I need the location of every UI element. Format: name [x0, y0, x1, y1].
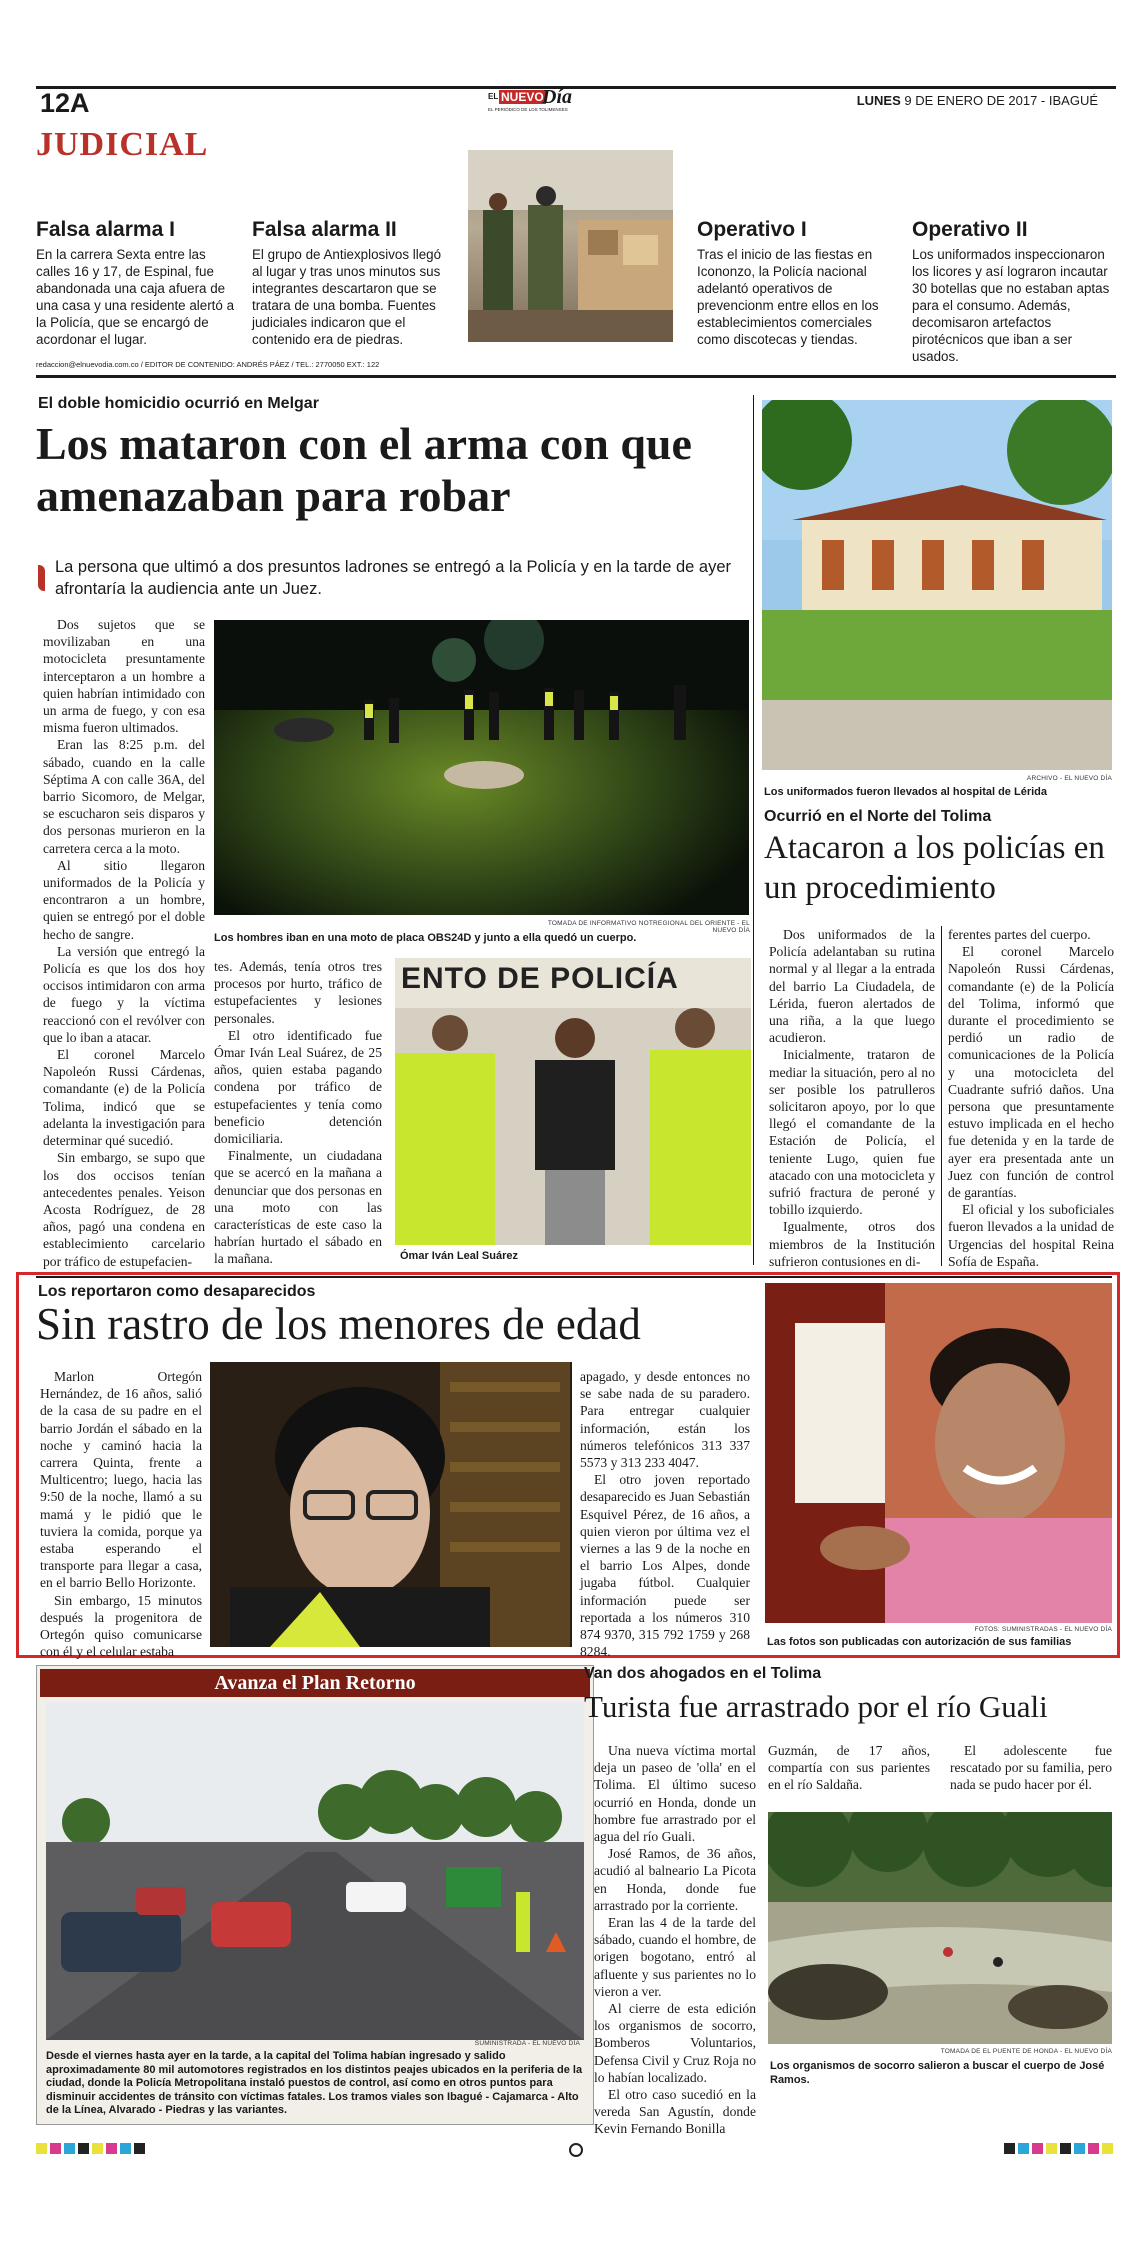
- police-sign-text: ENTO DE POLICÍA: [401, 962, 679, 995]
- brief-text: Los uniformados inspeccionaron los licores y así lograron incautar 30 botellas que no estaban aptas para el consumo. Además, decomisaron artefactos pirotécnicos que iban a ser usados.: [912, 247, 1110, 364]
- missing-photo-caption: Las fotos son publicadas con autorización de sus familias: [767, 1636, 1072, 1648]
- lead-marker: [38, 565, 45, 591]
- smiling-boy-image: [765, 1283, 1112, 1623]
- missing-boy-2-photo: [765, 1283, 1112, 1623]
- section-title: JUDICIAL: [36, 126, 209, 163]
- date-line: LUNES 9 DE ENERO DE 2017 - IBAGUÉ: [856, 93, 1098, 108]
- main-lead: La persona que ultimó a dos presuntos ladrones se entregó a la Policía y en la tarde de ayer afrontaría la audiencia ante un Juez.: [55, 558, 732, 598]
- side-headline: Atacaron a los policías en un procedimiento: [764, 830, 1105, 906]
- missing-kicker: Los reportaron como desaparecidos: [38, 1283, 316, 1300]
- photo1-credit: TOMADA DE INFORMATIVO NOTREGIONAL DEL ORIENTE - EL NUEVO DÍA: [547, 920, 750, 934]
- missing-col-1: Marlon Ortegón Hernández, de 16 años, salió de la casa de su padre en el barrio Jordán el sábado en la noche y caminó hacia la carrera Quinta, frente a Multicentro; luego, hacia las 9:50 de la noche, llamó a su mamá y le pidió que le tuviera la comida, porque ya estaba esperando el transporte para llegar a casa, en el barrio Bello Horizonte. Sin embargo, 15 minutos después la progenitora de Ortegón quiso comunicarse con él y el celular estaba: [40, 1369, 202, 1660]
- detainee-figures-image: [395, 958, 751, 1245]
- missing-headline: Sin rastro de los menores de edad: [36, 1299, 641, 1349]
- river-photo: [768, 1812, 1112, 2044]
- page-number: 12A: [40, 88, 90, 118]
- drowning-col-3: El adolescente fue rescatado por su familia, pero nada se pudo hacer por él.: [950, 1743, 1112, 1793]
- print-color-bar: [36, 2142, 1116, 2158]
- side-col-1: Dos uniformados de la Policía adelantaban su rutina normal y al llegar a la entrada del barrio La Ciudadela, de Lérida, fueron alertados de una riña, a la que luego acudieron. Inicialmente, trataron de mediar la situación, pero al no ser posible los patrulleros solicitaron apoyo, por lo que llegó el comandante de la Estación de Policía, el teniente Lugo, quien fue atacado con una motocicleta y sufrió fractura de peroné y tobillo izquierdo. Igualmente, otros dos miembros de la Institución sufrieron contusiones en di-: [769, 927, 935, 1269]
- header-bottom-rule: [36, 375, 1116, 378]
- photo1-caption: Los hombres iban en una moto de placa OBS24D y junto a ella quedó un cuerpo.: [214, 932, 637, 944]
- missing-photo-credit: FOTOS: SUMINISTRADAS - EL NUEVO DÍA: [974, 1626, 1112, 1633]
- contact-line: redaccion@elnuevodia.com.co / EDITOR DE CONTENIDO: ANDRÉS PÁEZ / TEL.: 2770050 EXT.: 122: [36, 360, 380, 369]
- brief-title: Operativo II: [912, 218, 1028, 241]
- brief-text: El grupo de Antiexplosivos llegó al lugar y tras unos minutos sus integrantes descartaron que se tratara de una bomba. Fuentes judiciales indicaron que el contenido era de piedras.: [252, 247, 442, 347]
- night-crime-scene-image: [214, 620, 749, 915]
- hospital-photo: [762, 400, 1112, 770]
- side-col-2: ferentes partes del cuerpo. El coronel Marcelo Napoleón Russi Cárdenas, comandante (e) de la Policía del Tolima, informó que durante el procedimiento se perdió un radio de comunicaciones de la Policía y una motocicleta del Cuadrante sufrió daños. Una persona que presuntamente estuvo implicada en el hecho fue detenida y en la tarde de ayer era presentada ante un Juez con función de control de garantías. El oficial y los suboficiales fueron llevados a la unidad de Urgencias del hospital Reina Sofía de España.: [948, 927, 1114, 1269]
- briefs-photo: [468, 150, 673, 342]
- missing-col-2: apagado, y desde entonces no se sabe nada de su paradero. Para entregar cualquier información, están los números telefónicos 313 337 5573 y 313 233 4047. El otro joven reportado desaparecido es Juan Sebastián Esquivel Pérez, de 16 años, a quien vieron por última vez el viernes a las 9 de la noche en el barrio Los Alpes, donde jugaba fútbol. Cualquier información puede ser reportada a los números 310 874 9370, 315 792 1759 y 268 8284.: [580, 1369, 750, 1660]
- photo2-caption: Ómar Iván Leal Suárez: [400, 1250, 518, 1262]
- color-swatches-right: [1004, 2141, 1116, 2159]
- missing-top-rule: [36, 1276, 1112, 1278]
- river-rescue-image: [768, 1812, 1112, 2044]
- boy-portrait-image: [210, 1362, 572, 1647]
- main-col-2: tes. Además, tenía otros tres procesos por hurto, tráfico de estupefacientes y lesiones personales. El otro identificado fue Ómar Iván Leal Suárez, de 25 años, quien estaba pagando condena por tráfico de estupefacientes y tenía como beneficio detención domiciliaria. Finalmente, un ciudadana que se acercó en la mañana a denunciar que dos personas en una moto con las características de este caso la habrían hurtado el sábado en la mañana.: [214, 959, 382, 1267]
- main-kicker: El doble homicidio ocurrió en Melgar: [38, 395, 319, 412]
- river-photo-credit: TOMADA DE EL PUENTE DE HONDA - EL NUEVO DÍA: [940, 2048, 1112, 2055]
- highway-traffic-image: [46, 1702, 584, 2040]
- brief-2: [252, 218, 452, 348]
- drowning-kicker: Van dos ahogados en el Tolima: [584, 1665, 822, 1682]
- brief-text: En la carrera Sexta entre las calles 16 y 17, de Espinal, fue abandonada una caja afuera de una casa y una residente alertó a la Policía, que se encargó de acordonar el lugar.: [36, 247, 235, 347]
- main-headline: Los mataron con el arma con que amenazaban para robar: [36, 418, 692, 521]
- retorno-photo: [46, 1702, 584, 2040]
- detainee-photo: [395, 958, 751, 1245]
- newspaper-logo: EL NUEVO Día EL PERIÓDICO DE LOS TOLIMENSES: [488, 86, 572, 112]
- police-inspection-image: [468, 150, 673, 342]
- registration-mark-icon: [569, 2143, 583, 2157]
- retorno-banner: Avanza el Plan Retorno: [40, 1669, 590, 1697]
- drowning-headline: Turista fue arrastrado por el río Guali: [584, 1689, 1048, 1724]
- hospital-building-image: [762, 400, 1112, 770]
- side-column-rule: [941, 926, 942, 1266]
- drowning-col-2: Guzmán, de 17 años, compartía con sus parientes en el río Saldaña.: [768, 1743, 930, 1793]
- river-photo-caption: Los organismos de socorro salieron a buscar el cuerpo de José Ramos.: [770, 2060, 1105, 2086]
- brief-title: Falsa alarma I: [36, 218, 175, 241]
- side-photo-credit: ARCHIVO - EL NUEVO DÍA: [1026, 775, 1112, 782]
- main-col-1: Dos sujetos que se movilizaban en una motocicleta presuntamente interceptaron a un hombre a quien habrían intimidado con un arma de fuego, y con esa misma fueron ultimados. Eran las 8:25 p.m. del sábado, cuando en la calle Séptima A con calle 36A, del barrio Sicomoro, de Melgar, se escucharon seis disparos y dos personas murieron en la carretera cerca a la moto. Al sitio llegaron uniformados de la Policía y encontraron a un hombre, quien se entregó por el doble hecho de sangre. La versión que entregó la Policía es que los dos hoy occisos intimidaron con arma de fuego y la víctima reaccionó con el revólver con que lo iban a atacar. El coronel Marcelo Napoleón Russi Cárdenas, comandante (e) de la Policía Tolima, indicó que se adelanta la investigación para determinar qué sucedió. Sin embargo, se supo que los dos occisos tenían antecedentes penales. Yeison Acosta Rodríguez, de 28 años, pagó una condena en establecimiento carcelario por tráfico de estupefacien-: [43, 617, 205, 1269]
- side-kicker: Ocurrió en el Norte del Tolima: [764, 808, 992, 825]
- brief-3: [697, 218, 897, 348]
- missing-boy-1-photo: [210, 1362, 572, 1647]
- main-vertical-rule: [753, 395, 754, 1265]
- color-swatches-left: [36, 2141, 148, 2159]
- crime-scene-photo: [214, 620, 749, 915]
- brief-4: [912, 218, 1112, 365]
- retorno-caption: Desde el viernes hasta ayer en la tarde, a la capital del Tolima habían ingresado y salido aproximadamente 80 mil automotores registrados en los distintos peajes ubicados en la periferia de la ciudad, donde la Policía Metropolitana instaló puestos de control, así como en otros puntos para disminuir accidentes de tránsito con víctimas fatales. Los tramos viales son Ibagué - Cajamarca - Alto de la Línea, Alvarado - Piedras y las variantes.: [46, 2050, 583, 2116]
- brief-1: [36, 218, 236, 348]
- retorno-credit: SUMINISTRADA - EL NUEVO DÍA: [474, 2040, 580, 2047]
- drowning-col-1: Una nueva víctima mortal deja un paseo de 'olla' en el Tolima. El último suceso ocurrió en Honda, donde un hombre fue arrastrado por el agua del río Guali. José Ramos, de 36 años, acudió al balneario La Picota en Honda, donde fue arrastrado por la corriente. Eran las 4 de la tarde del sábado, cuando el hombre, de origen bogotano, entró al afluente y sus parientes no lo vieron a ver. Al cierre de esta edición los organismos de socorro, Bomberos Voluntarios, Defensa Civil y Cruz Roja no lo habían localizado. El otro caso sucedió en la vereda San Agustín, donde Kevin Fernando Bonilla: [594, 1743, 756, 2137]
- top-rule: [36, 86, 1116, 89]
- brief-text: Tras el inicio de las fiestas en Icononzo, la Policía nacional adelantó operativos de prevencionm entre ellos en los establecimientos comerciales como discotecas y tiendas.: [697, 247, 879, 347]
- brief-title: Operativo I: [697, 218, 807, 241]
- brief-title: Falsa alarma II: [252, 218, 397, 241]
- side-photo-caption: Los uniformados fueron llevados al hospital de Lérida: [764, 786, 1047, 798]
